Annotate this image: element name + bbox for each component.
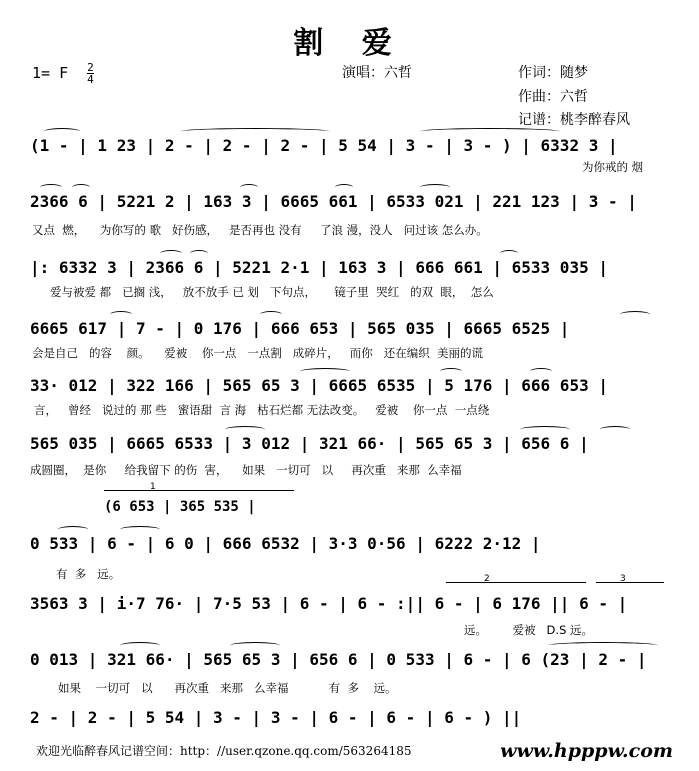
slur xyxy=(335,184,353,191)
lyric-line: 爱与被爱 都 已搁 浅， 放不放手 已 划 下句点， 镜子里 哭红 的双 眼， 怎么 xyxy=(50,285,494,299)
notation-line: 2 - | 2 - | 5 54 | 3 - | 3 - | 6 - | 6 - | 6 - ) || xyxy=(30,708,522,727)
song-title: 割 爱 xyxy=(293,26,406,61)
intro-notation: (6 653 | 365 535 | xyxy=(104,499,256,515)
slur xyxy=(300,368,350,375)
slur xyxy=(40,184,62,191)
singer-credit: 演唱：六哲 xyxy=(342,65,412,81)
slur xyxy=(120,642,160,649)
lyric-line: 又点 燃， 为你写的 歌 好伤感， 是否再也 没有 了浪 漫，没人 问过该 怎么办。 xyxy=(32,223,488,237)
slur xyxy=(160,250,182,257)
lyricist-credit: 作词：随梦 xyxy=(518,65,588,81)
composer-credit: 作曲：六哲 xyxy=(518,89,588,105)
volta-bracket xyxy=(104,490,294,491)
footer-visit-link[interactable]: 欢迎光临醉春风记谱空间：http：//user.qzone.qq.com/563264185 xyxy=(36,744,412,758)
slur xyxy=(58,526,88,533)
notation-line: 6665 617 | 7 - | 0 176 | 666 653 | 565 035 | 6665 6525 | xyxy=(30,319,570,338)
tie xyxy=(420,128,560,135)
slur xyxy=(520,426,570,433)
slur xyxy=(620,311,650,318)
slur xyxy=(230,642,280,649)
tie xyxy=(548,642,658,649)
footer-watermark: www.hpppw.com xyxy=(500,740,673,762)
slur xyxy=(120,526,160,533)
volta-number: 1 xyxy=(150,482,156,492)
key-signature xyxy=(32,62,94,85)
transcriber-credit: 记谱：桃李醉春风 xyxy=(518,112,630,128)
notation-line: 33· 012 | 322 166 | 565 65 3 | 6665 6535 | 5 176 | 666 653 | xyxy=(30,376,608,395)
slur xyxy=(440,368,462,375)
notation-line: 0 533 | 6 - | 6 0 | 666 6532 | 3·3 0·56 | 6222 2·12 | xyxy=(30,534,541,553)
slur xyxy=(44,128,80,135)
lyric-line: 言， 曾经 说过的 那 些 蜜语甜 言 海 枯石烂都 无法改变。 爱被 你一点 一点绕 xyxy=(34,403,490,417)
slur xyxy=(110,311,132,318)
slur xyxy=(225,426,265,433)
notation-line: 3563 3 | i·7 76· | 7·5 53 | 6 - | 6 - :|| 6 - | 6 176 || 6 - | xyxy=(30,594,628,613)
slur xyxy=(260,311,282,318)
volta-number: 2 xyxy=(484,574,490,584)
slur xyxy=(420,184,450,191)
volta-bracket-2 xyxy=(446,582,586,583)
lyric-line: 成圆圈， 是你 给我留下 的伤 害， 如果 一切可 以 再次重 来那 么幸福 xyxy=(30,463,462,477)
notation-line: 0 013 | 321 66· | 565 65 3 | 656 6 | 0 533 | 6 - | 6 (23 | 2 - | xyxy=(30,650,647,669)
lyric-line: 如果 一切可 以 再次重 来那 么幸福 有 多 远。 xyxy=(58,681,397,695)
notation-line: |: 6332 3 | 2366 6 | 5221 2·1 | 163 3 | 666 661 | 6533 035 | xyxy=(30,258,608,277)
time-sig-top: 2 xyxy=(87,61,94,74)
time-sig-bottom: 4 xyxy=(87,73,94,86)
lyric-line: 有 多 远。 xyxy=(56,567,121,581)
volta-bracket-3 xyxy=(596,582,664,583)
notation-line: 565 035 | 6665 6533 | 3 012 | 321 66· | 565 65 3 | 656 6 | xyxy=(30,434,589,453)
slur xyxy=(72,184,90,191)
slur xyxy=(190,250,208,257)
slur xyxy=(240,184,258,191)
notation-line: (1 - | 1 23 | 2 - | 2 - | 2 - | 5 54 | 3 - | 3 - ) | 6332 3 | xyxy=(30,136,618,155)
slur xyxy=(600,426,630,433)
key-label: 1= F xyxy=(32,64,69,82)
lyric-line: 会是自己 的容 颜。 爱被 你一点 一点割 成碎片， 而你 还在编织 美丽的谎 xyxy=(32,346,484,360)
notation-line: 2366 6 | 5221 2 | 163 3 | 6665 661 | 6533 021 | 221 123 | 3 - | xyxy=(30,192,637,211)
lyric-line: 为你戒的 烟 xyxy=(582,160,644,174)
time-signature xyxy=(87,62,94,85)
volta-number: 3 xyxy=(620,574,626,584)
lyric-line: 远。 爱被 D.S 远。 xyxy=(464,623,594,637)
slur xyxy=(500,250,518,257)
tie xyxy=(180,128,330,135)
slur xyxy=(530,368,552,375)
